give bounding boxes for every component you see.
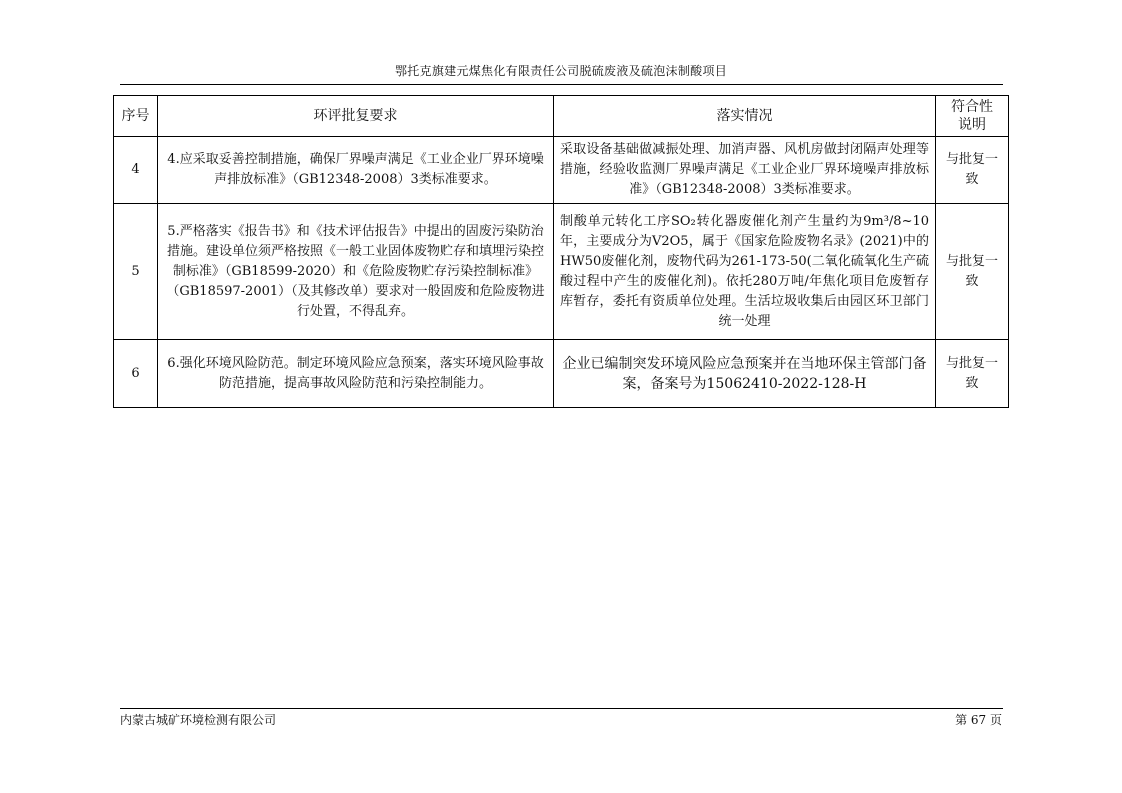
header-divider: [120, 84, 1003, 85]
column-header-no: 序号: [114, 96, 158, 137]
table-header-row: [114, 96, 1009, 137]
table-row: [114, 204, 1009, 340]
implementation-cell: 企业已编制突发环境风险应急预案并在当地环保主管部门备案，备案号为15062410-2022-128-H: [554, 340, 936, 408]
column-header-conformity-line2: 说明: [958, 117, 986, 133]
footer-page-number: 第 67 页: [955, 713, 1002, 727]
row-number: 5: [114, 204, 158, 340]
implementation-cell: 采取设备基础做减振处理、加消声器、风机房做封闭隔声处理等措施，经验收监测厂界噪声满足《工业企业厂界环境噪声排放标准》（GB12348-2008）3类标准要求。: [554, 137, 936, 204]
column-header-implementation: 落实情况: [554, 96, 936, 137]
column-header-conformity-line1: 符合性: [951, 99, 993, 115]
implementation-cell: 制酸单元转化工序SO₂转化器废催化剂产生量约为9m³/8~10年，主要成分为V2O5，属于《国家危险废物名录》(2021)中的HW50废催化剂，废物代码为261-173-50(二氧化硫氧化生产硫酸过程中产生的废催化剂)。依托280万吨/年焦化项目危废暂存库暂存，委托有资质单位处理。生活垃圾收集后由园区环卫部门统一处理: [554, 204, 936, 340]
column-header-conformity: [936, 96, 1009, 137]
footer-divider: [120, 708, 1003, 709]
conformity-cell: 与批复一致: [936, 137, 1009, 204]
row-number: 4: [114, 137, 158, 204]
conformity-cell: 与批复一致: [936, 340, 1009, 408]
conformity-cell: 与批复一致: [936, 204, 1009, 340]
table-row: [114, 137, 1009, 204]
requirement-cell: 5.严格落实《报告书》和《技术评估报告》中提出的固废污染防治措施。建设单位须严格按照《一般工业固体废物贮存和填埋污染控制标准》（GB18599-2020）和《危险废物贮存污染控制标准》（GB18597-2001）（及其修改单）要求对一般固废和危险废物进行处置，不得乱弃。: [158, 204, 554, 340]
page-header-title: 鄂托克旗建元煤焦化有限责任公司脱硫废液及硫泡沫制酸项目: [394, 64, 728, 78]
table-row: [114, 340, 1009, 408]
requirement-cell: 6.强化环境风险防范。制定环境风险应急预案，落实环境风险事故防范措施，提高事故风险防范和污染控制能力。: [158, 340, 554, 408]
row-number: 6: [114, 340, 158, 408]
column-header-requirement: 环评批复要求: [158, 96, 554, 137]
eia-approval-table: [113, 95, 1009, 408]
requirement-cell: 4.应采取妥善控制措施，确保厂界噪声满足《工业企业厂界环境噪声排放标准》（GB12348-2008）3类标准要求。: [158, 137, 554, 204]
footer-company: 内蒙古城矿环境检测有限公司: [120, 713, 277, 727]
